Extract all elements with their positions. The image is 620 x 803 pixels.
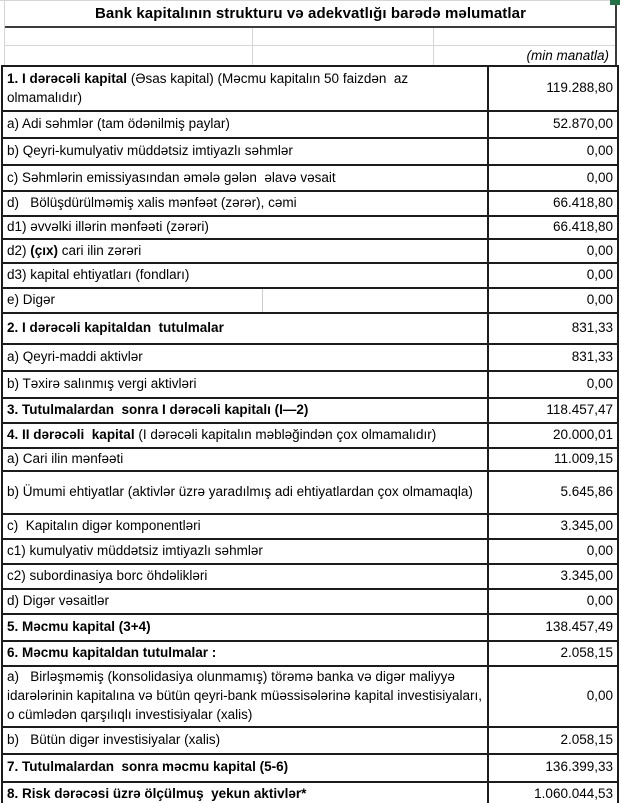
table-row bbox=[2, 165, 618, 191]
gridline bbox=[4, 45, 616, 46]
row-value-cell[interactable]: 831,33 bbox=[488, 313, 618, 344]
table-row bbox=[2, 448, 618, 471]
table-row bbox=[2, 138, 618, 165]
table-row bbox=[2, 589, 618, 614]
row-value-cell[interactable]: 2.058,15 bbox=[488, 727, 618, 754]
table-row bbox=[2, 614, 618, 641]
row-label-cell[interactable]: d3) kapital ehtiyatları (fondları) bbox=[2, 263, 488, 288]
table-row bbox=[2, 371, 618, 398]
row-label-cell[interactable]: b) Ümumi ehtiyatlar (aktivlər üzrə yaradılmış adi ehtiyatlardan çox olmamaqla) bbox=[2, 471, 488, 514]
row-value-cell[interactable]: 118.457,47 bbox=[488, 398, 618, 423]
table-row bbox=[2, 641, 618, 666]
table-row bbox=[2, 471, 618, 514]
row-value-cell[interactable]: 0,00 bbox=[488, 288, 618, 313]
row-label-cell[interactable]: 4. II dərəcəli kapital (I dərəcəli kapitalın məbləğindən çox olmamalıdır) bbox=[2, 423, 488, 448]
table-row bbox=[2, 344, 618, 371]
row-label-cell[interactable]: b) Təxirə salınmış vergi aktivləri bbox=[2, 371, 488, 398]
row-label-cell[interactable]: 1. I dərəcəli kapital (Əsas kapital) (Məcmu kapitalın 50 faizdən az olmamalıdır) bbox=[2, 66, 488, 111]
row-value-cell[interactable]: 5.645,86 bbox=[488, 471, 618, 514]
unit-note[interactable]: (min manatla) bbox=[526, 48, 609, 63]
row-label-cell[interactable]: a) Qeyri-maddi aktivlər bbox=[2, 344, 488, 371]
table-row bbox=[2, 398, 618, 423]
row-label-cell[interactable]: d) Digər vəsaitlər bbox=[2, 589, 488, 614]
table-row bbox=[2, 263, 618, 288]
row-label-cell[interactable]: 5. Məcmu kapital (3+4) bbox=[2, 614, 488, 641]
table-row bbox=[2, 727, 618, 754]
table-row bbox=[2, 782, 618, 803]
row-value-cell[interactable]: 0,00 bbox=[488, 138, 618, 165]
table-row bbox=[2, 754, 618, 782]
row-value-cell[interactable]: 136.399,33 bbox=[488, 754, 618, 782]
row-value-cell[interactable]: 138.457,49 bbox=[488, 614, 618, 641]
row-label-cell[interactable]: c) Kapitalın digər komponentləri bbox=[2, 514, 488, 539]
row-label-cell[interactable]: a) Adi səhmlər (tam ödənilmiş paylar) bbox=[2, 111, 488, 138]
row-label-cell[interactable]: d) Bölüşdürülməmiş xalis mənfəət (zərər), cəmi bbox=[2, 191, 488, 216]
row-value-cell[interactable]: 66.418,80 bbox=[488, 191, 618, 216]
row-value-cell[interactable]: 3.345,00 bbox=[488, 514, 618, 539]
table-row bbox=[2, 239, 618, 263]
table-row bbox=[2, 564, 618, 589]
row-value-cell[interactable]: 66.418,80 bbox=[488, 216, 618, 239]
table-row bbox=[2, 313, 618, 344]
row-label-cell[interactable]: d2) (çıx) cari ilin zərəri bbox=[2, 239, 488, 263]
row-label-cell[interactable]: a) Birləşməmiş (konsolidasiya olunmamış) törəmə banka və digər maliyyə idarələrinin kapitalına və bütün qeyri-bank müəssisələrinə kapital investisiyaları, o cümlədən qarşılıqlı investisiyalar (xalis) bbox=[2, 666, 488, 727]
row-label-cell[interactable]: 7. Tutulmalardan sonra məcmu kapital (5-6) bbox=[2, 754, 488, 782]
row-value-cell[interactable]: 20.000,01 bbox=[488, 423, 618, 448]
row-label-cell[interactable]: a) Cari ilin mənfəəti bbox=[2, 448, 488, 471]
row-value-cell[interactable]: 2.058,15 bbox=[488, 641, 618, 666]
row-label-cell[interactable]: c) Səhmlərin emissiyasından əmələ gələn əlavə vəsait bbox=[2, 165, 488, 191]
row-value-cell[interactable]: 0,00 bbox=[488, 239, 618, 263]
row-value-cell[interactable]: 119.288,80 bbox=[488, 66, 618, 111]
row-value-cell[interactable]: 0,00 bbox=[488, 263, 618, 288]
row-label-cell[interactable]: 2. I dərəcəli kapitaldan tutulmalar bbox=[2, 313, 488, 344]
table-row bbox=[2, 191, 618, 216]
row-label-cell[interactable]: 3. Tutulmalardan sonra I dərəcəli kapitalı (I—2) bbox=[2, 398, 488, 423]
row-value-cell[interactable]: 11.009,15 bbox=[488, 448, 618, 471]
row-label-cell[interactable]: b) Bütün digər investisiyalar (xalis) bbox=[2, 727, 488, 754]
row-label-cell[interactable]: e) Digər bbox=[2, 288, 488, 313]
row-label-cell[interactable]: b) Qeyri-kumulyativ müddətsiz imtiyazlı səhmlər bbox=[2, 138, 488, 165]
table-row bbox=[2, 423, 618, 448]
row-value-cell[interactable]: 1.060.044,53 bbox=[488, 782, 618, 803]
row-label-cell[interactable]: 6. Məcmu kapitaldan tutulmalar : bbox=[2, 641, 488, 666]
row-label-cell[interactable]: c2) subordinasiya borc öhdəlikləri bbox=[2, 564, 488, 589]
table-row bbox=[2, 514, 618, 539]
sheet-header-area bbox=[0, 0, 620, 65]
table-row bbox=[2, 288, 618, 313]
row-value-cell[interactable]: 3.345,00 bbox=[488, 564, 618, 589]
row-value-cell[interactable]: 0,00 bbox=[488, 539, 618, 564]
row-label-cell[interactable]: c1) kumulyativ müddətsiz imtiyazlı səhmlər bbox=[2, 539, 488, 564]
excel-selection-corner-icon bbox=[610, 0, 620, 5]
row-value-cell[interactable]: 0,00 bbox=[488, 666, 618, 727]
table-row bbox=[2, 216, 618, 239]
row-label-cell[interactable]: 8. Risk dərəcəsi üzrə ölçülmuş yekun aktivlər* bbox=[2, 782, 488, 803]
row-label-cell[interactable]: d1) əvvəlki illərin mənfəəti (zərəri) bbox=[2, 216, 488, 239]
table-row bbox=[2, 66, 618, 111]
row-value-cell[interactable]: 52.870,00 bbox=[488, 111, 618, 138]
row-value-cell[interactable]: 831,33 bbox=[488, 344, 618, 371]
row-value-cell[interactable]: 0,00 bbox=[488, 165, 618, 191]
report-title[interactable]: Bank kapitalının strukturu və adekvatlığı barədə məlumatlar bbox=[5, 1, 616, 28]
table-row bbox=[2, 111, 618, 138]
table-row bbox=[2, 539, 618, 564]
table-row bbox=[2, 666, 618, 727]
row-value-cell[interactable]: 0,00 bbox=[488, 589, 618, 614]
capital-structure-table bbox=[1, 65, 619, 803]
row-value-cell[interactable]: 0,00 bbox=[488, 371, 618, 398]
